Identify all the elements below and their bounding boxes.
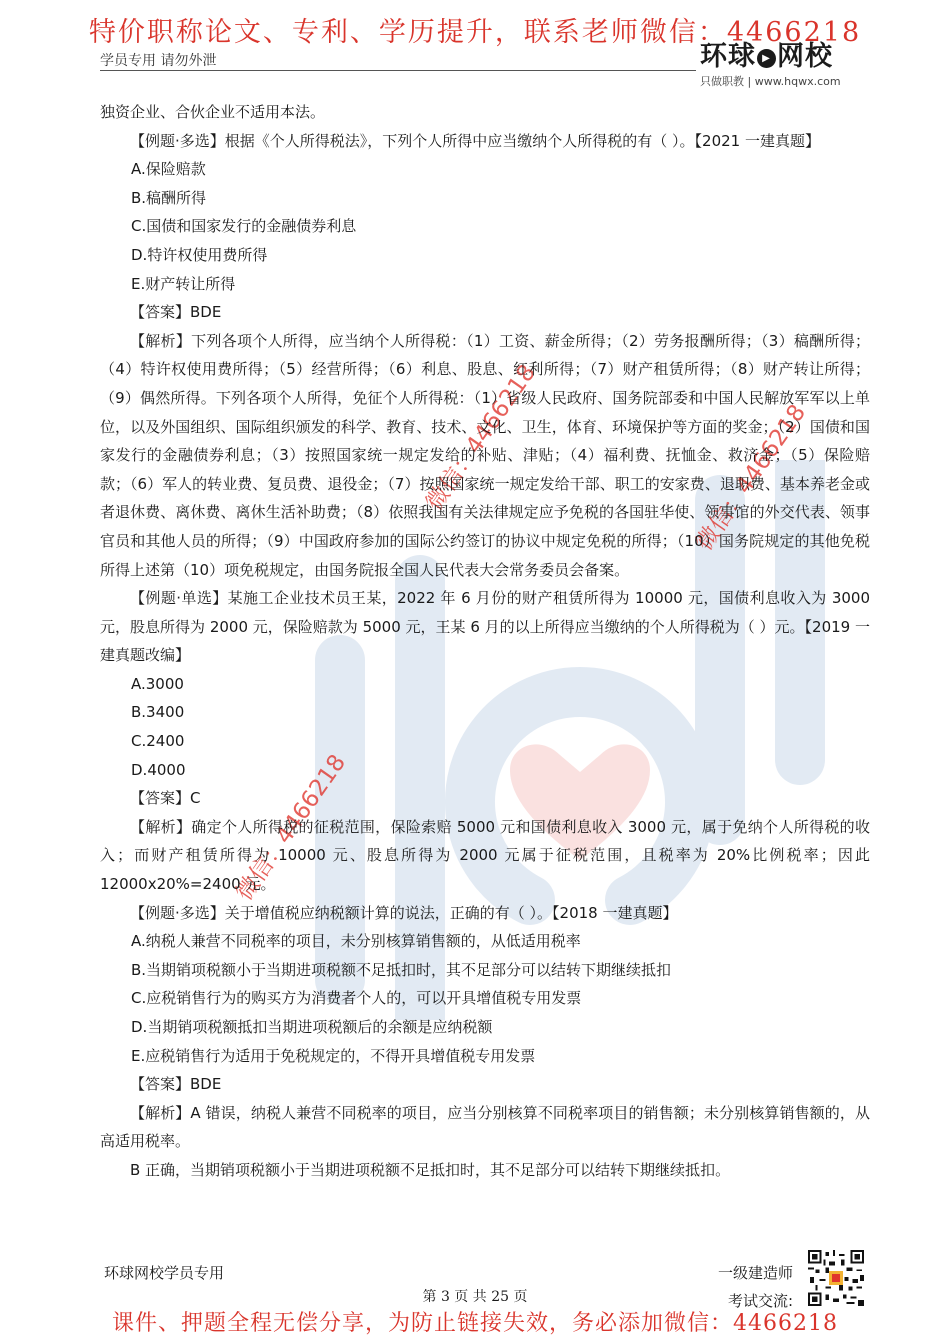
footer-exam-name: 一级建造师 [718,1264,794,1282]
text-paragraph: 【例题·多选】关于增值税应纳税额计算的说法，正确的有（ ）。【2018 一建真题】 [130,903,678,922]
document-body [100,98,870,1185]
answer-option: B.当期销项税额小于当期进项税额不足抵扣时，其不足部分可以结转下期继续抵扣 [131,960,672,979]
answer-option: B.稿酬所得 [131,188,207,207]
header-confidential-note: 学员专用 请勿外泄 [100,53,217,69]
answer-option: C.国债和国家发行的金融债券利息 [131,217,357,236]
answer-option: A.保险赔款 [131,160,206,179]
text-paragraph: 【答案】BDE [130,303,222,322]
hqwx-logo [700,34,865,86]
text-paragraph: 【例题·单选】某施工企业技术员王某，2022 年 6 月份的财产租赁所得为 10000 元，国债利息收入为 3000 元，股息所得为 2000 元，保险赔款为 5000 元，王某 6 月的以上所得应当缴纳的个人所得税为（ ）元。【2019 一建真题改编】 [100,589,870,665]
answer-option: E.应税销售行为适用于免税规定的，不得开具增值税专用发票 [131,1046,536,1065]
answer-option: D.当期销项税额抵扣当期进项税额后的余额是应纳税额 [131,1018,493,1036]
logo-tagline: 只做职教 | www.hqwx.com [700,75,841,88]
play-icon: ▶ [757,49,776,68]
logo-text-part1: 环球 [700,41,756,72]
text-paragraph: 【答案】C [130,789,201,808]
footer-exchange-label: 考试交流: [728,1292,794,1310]
text-paragraph: 【解析】确定个人所得税的征税范围，保险索赔 5000 元和国债利息收入 3000 元，属于免纳个人所得税的收入；而财产租赁所得为 10000 元、股息所得为 2000 元属于征税范围，且税率为 20%比例税率；因此 12000x20%=2400 元。 [100,817,870,894]
watermark-wechat-1: 微信：4466218 [421,360,542,516]
answer-option: C.应税销售行为的购买方为消费者个人的，可以开具增值税专用发票 [131,989,582,1008]
qr-code-icon [808,1250,864,1306]
header-divider [100,70,696,71]
text-paragraph: B 正确，当期销项税额小于当期进项税额不足抵扣时，其不足部分可以结转下期继续抵扣。 [130,1160,731,1179]
page-number: 第 3 页 共 25 页 [422,1289,528,1305]
logo-text-part2: 网校 [777,41,833,72]
answer-option: D.特许权使用费所得 [131,245,268,264]
watermark-wechat-2: 微信：4466218 [691,400,812,556]
answer-option: A.3000 [131,674,184,693]
answer-option: A.纳税人兼营不同税率的项目，未分别核算销售额的，从低适用税率 [131,932,581,951]
answer-option: B.3400 [131,703,185,722]
watermark-wechat-3: 微信：4466218 [231,750,352,906]
top-promo-banner: 特价职称论文、专利、学历提升，联系老师微信：4466218 [88,17,862,48]
text-paragraph: 【解析】A 错误，纳税人兼营不同税率的项目，应当分别核算不同税率项目的销售额；未分别核算销售额的，从高适用税率。 [100,1103,870,1151]
bottom-promo-banner: 课件、押题全程无偿分享，为防止链接失效，务必添加微信：4466218 [112,1311,838,1336]
text-paragraph: 【例题·多选】根据《个人所得税法》，下列个人所得中应当缴纳个人所得税的有（ ）。【2021 一建真题】 [130,131,820,150]
text-paragraph: 【解析】下列各项个人所得，应当纳个人所得税：（1）工资、薪金所得；（2）劳务报酬所得；（3）稿酬所得；（4）特许权使用费所得；（5）经营所得；（6）利息、股息、红利所得；（7）财产租赁所得；（8）财产转让所得；（9）偶然所得。下列各项个人所得，免征个人所得税：（1）省级人民政府、国务院部委和中国人民解放军军以上单位，以及外国组织、国际组织颁发的科学、教育、技术、文化、卫生，体育、环境保护等方面的奖金；（2）国债和国家发行的金融债券利息；（3）按照国家统一规定发给的补贴、津贴；（4）福利费、抚恤金、救济金；（5）保险赔款；（6）军人的转业费、复员费、退役金；（7）按照国家统一规定发给干部、职工的安家费、退职费、基本养老金或者退休费、离休费、离休生活补助费；（8）依照我国有关法律规定应予免税的各国驻华使、领事馆的外交代表、领事官员和其他人员的所得；（9）中国政府参加的国际公约签订的协议中规定免税的所得；（10）国务院规定的其他免税所得上述第（10）项免税规定，由国务院报全国人民代表大会常务委员会备案。 [100,331,870,579]
answer-option: E.财产转让所得 [131,274,236,293]
text-paragraph: 【答案】BDE [130,1075,222,1094]
answer-option: D.4000 [131,760,186,779]
answer-option: C.2400 [131,732,185,751]
text-paragraph: 独资企业、合伙企业不适用本法。 [100,103,326,121]
footer-brand: 环球网校学员专用 [104,1264,225,1282]
